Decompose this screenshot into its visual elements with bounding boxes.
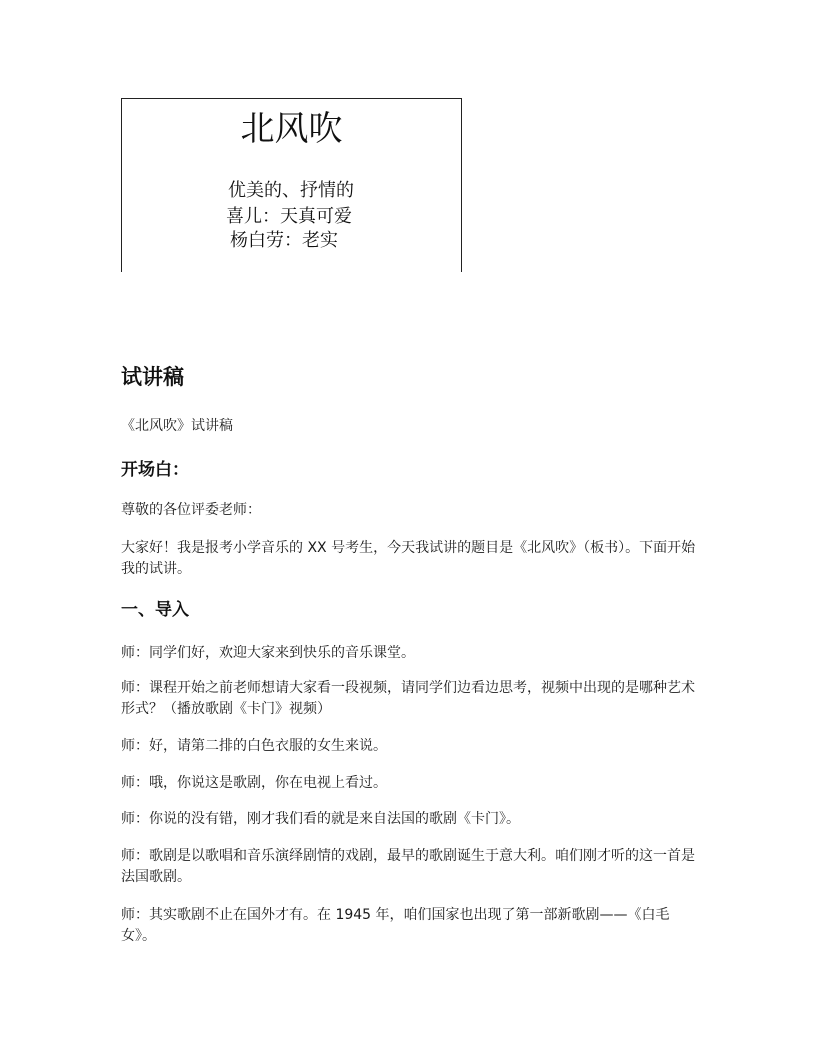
dialogue-paragraph: 师：你说的没有错，刚才我们看的就是来自法国的歌剧《卡门》。 <box>121 811 520 827</box>
blackboard-line: 优美的、抒情的 <box>228 180 354 201</box>
document-heading: 试讲稿 <box>121 365 184 389</box>
dialogue-paragraph: 师：好，请第二排的白色衣服的女生来说。 <box>121 738 387 754</box>
blackboard-line: 杨白劳：老实 <box>230 230 338 251</box>
section-heading: 一、导入 <box>121 600 189 620</box>
intro-paragraph: 大家好！我是报考小学音乐的 XX 号考生，今天我试讲的题目是《北风吹》（板书）。下面开始我的试讲。 <box>121 540 696 577</box>
blackboard-title: 北风吹 <box>240 109 343 149</box>
dialogue-paragraph: 师：哦，你说这是歌剧，你在电视上看过。 <box>121 775 387 791</box>
blackboard-line: 喜儿：天真可爱 <box>226 206 352 227</box>
dialogue-paragraph: 师：其实歌剧不止在国外才有。在 1945 年，咱们国家也出现了第一部新歌剧——《白毛女》。 <box>121 907 670 944</box>
dialogue-paragraph: 师：同学们好，欢迎大家来到快乐的音乐课堂。 <box>121 645 415 661</box>
dialogue-paragraph: 师：歌剧是以歌唱和音乐演绎剧情的戏剧，最早的歌剧诞生于意大利。咱们刚才听的这一首是法国歌剧。 <box>121 848 695 885</box>
greeting-paragraph: 尊敬的各位评委老师： <box>121 502 261 518</box>
dialogue-paragraph: 师：课程开始之前老师想请大家看一段视频，请同学们边看边思考，视频中出现的是哪种艺术形式？（播放歌剧《卡门》视频） <box>121 680 695 717</box>
blackboard-box <box>121 98 462 272</box>
document-subtitle: 《北风吹》试讲稿 <box>121 418 233 434</box>
opening-heading: 开场白： <box>121 460 189 480</box>
